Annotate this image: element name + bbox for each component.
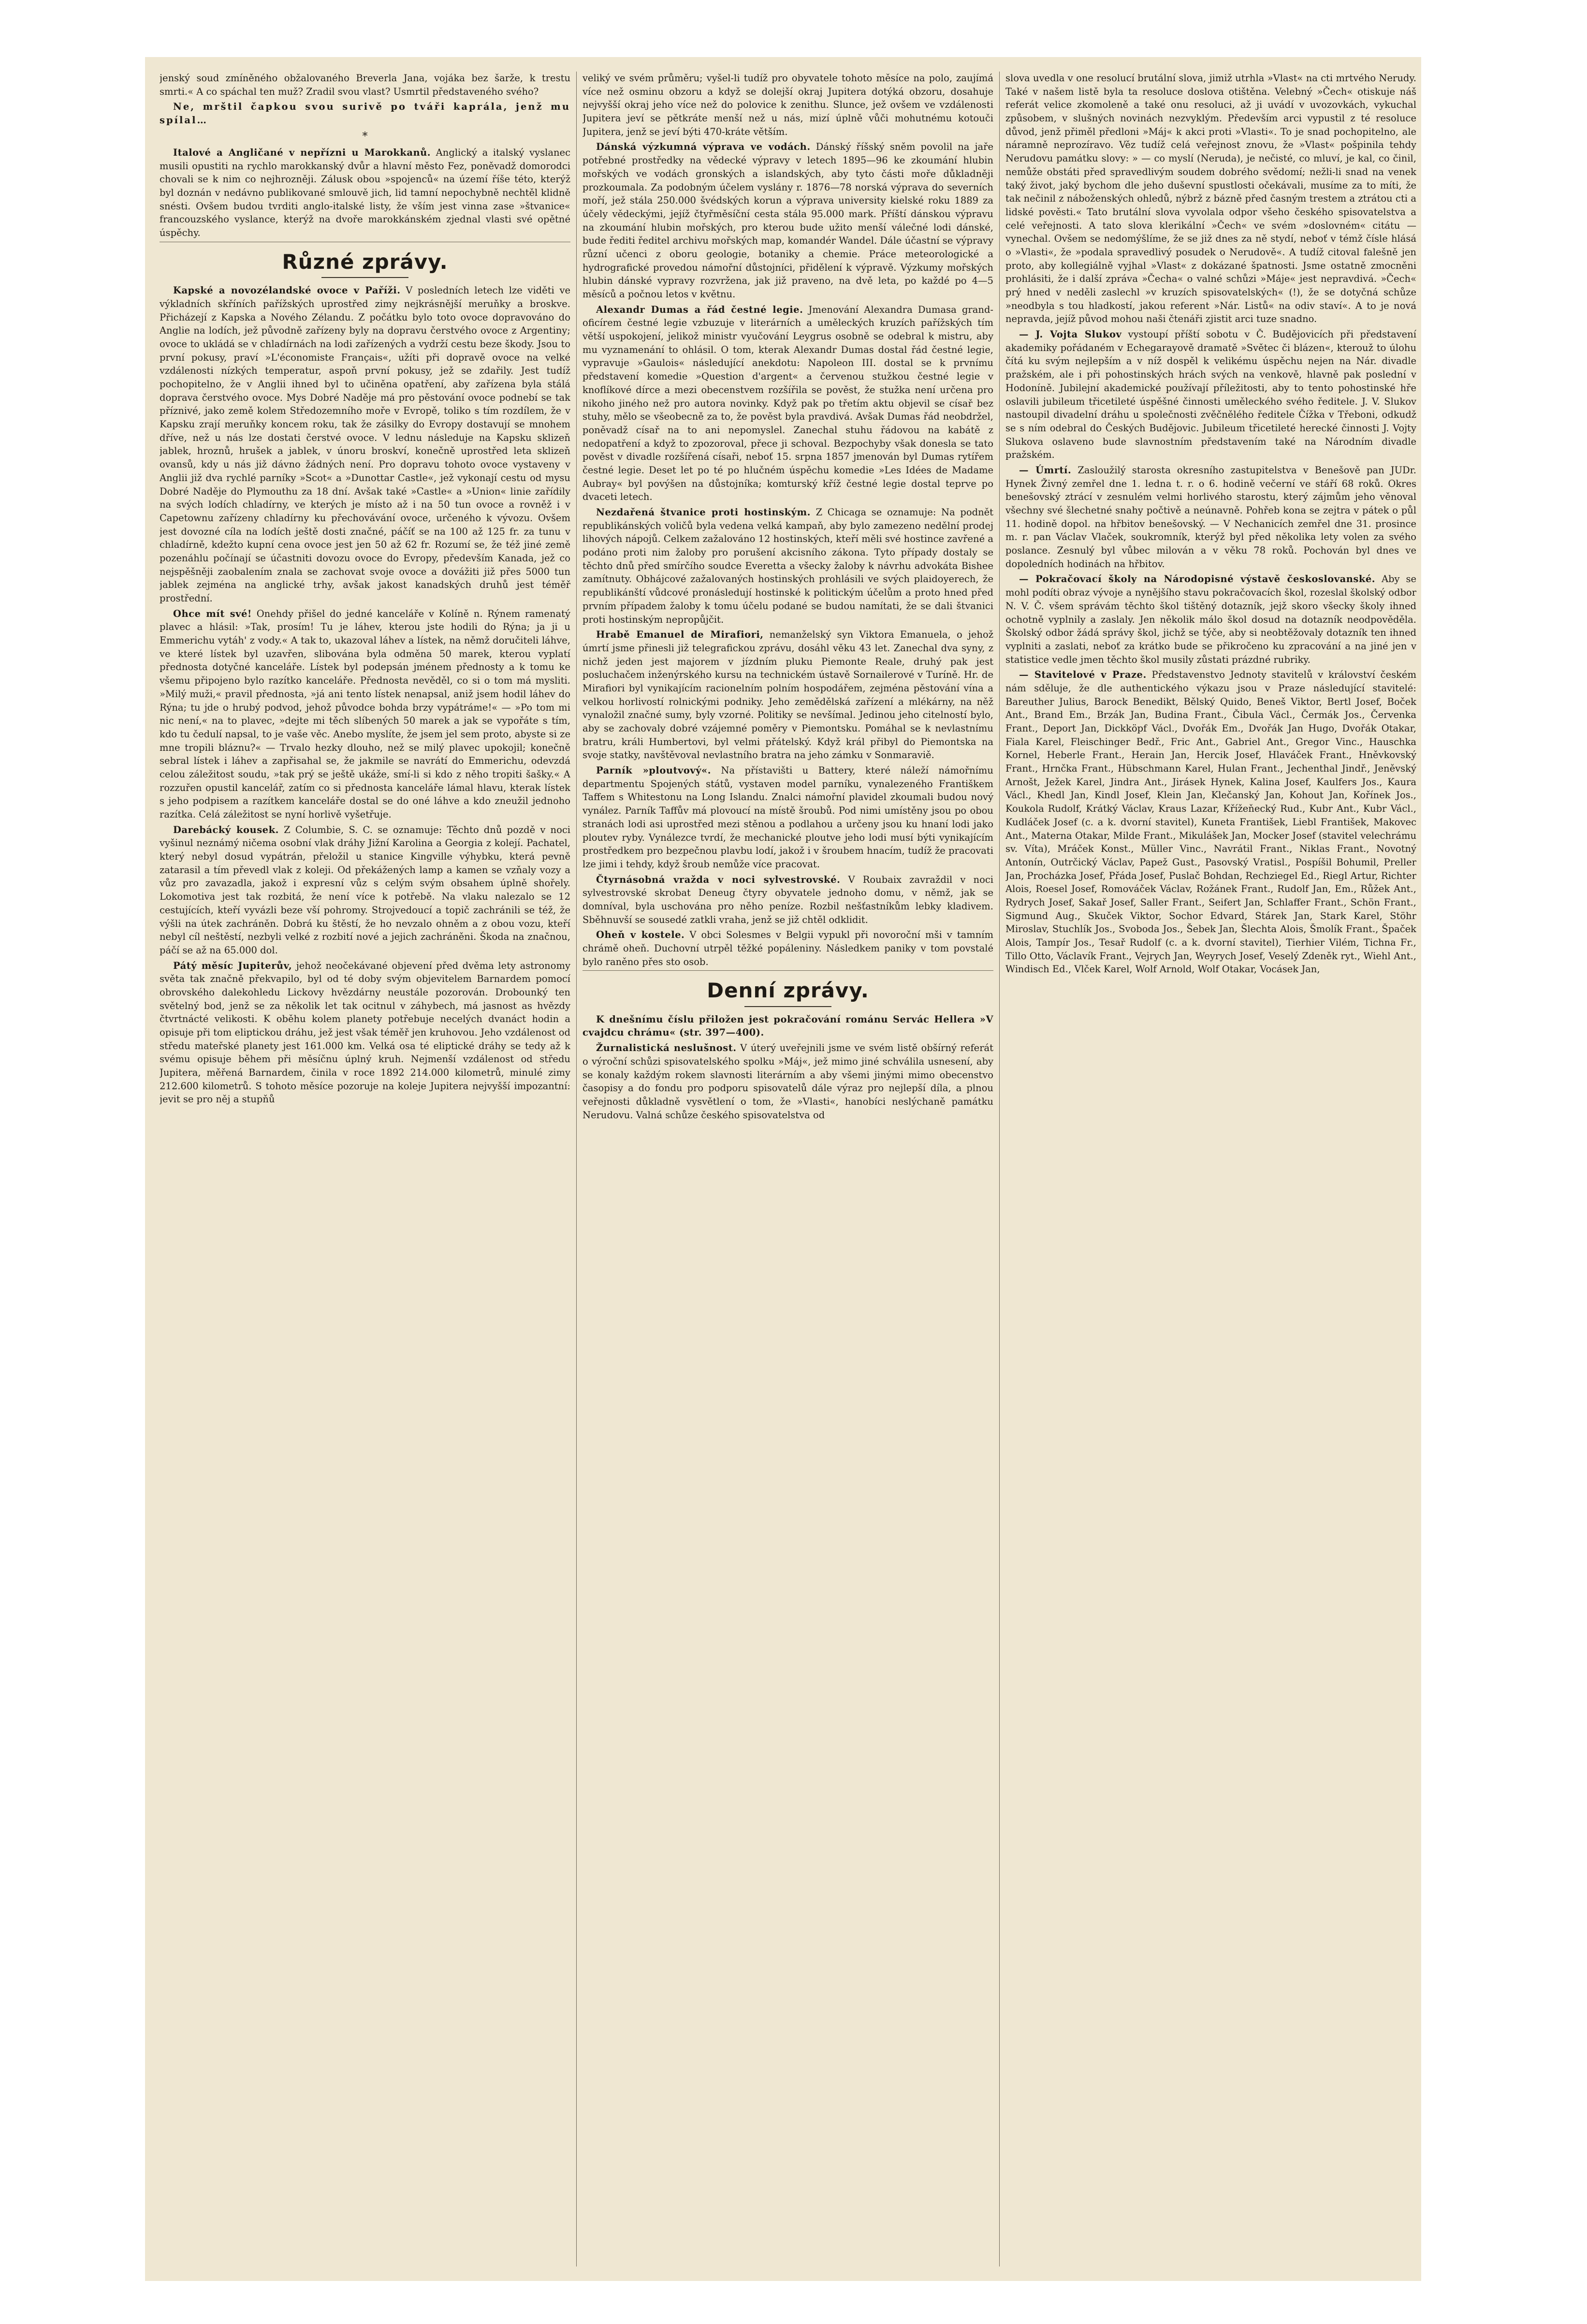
column-middle xyxy=(582,72,993,2266)
article-train xyxy=(160,823,570,957)
article-fruit xyxy=(160,284,570,605)
article-heading: — Stavitelové v Praze. xyxy=(1019,669,1147,681)
section-header xyxy=(582,970,993,1007)
article-bottle xyxy=(160,607,570,821)
article-heading: Hrabě Emanuel de Mirafiori, xyxy=(596,629,764,641)
article-heading: Žurnalistická neslušnost. xyxy=(596,1042,737,1054)
article-text: V úterý uveřejnili jsme ve svém listě obšírný referát o výroční schůzi spisovatelského spolku »Máj«, jež mimo jiné schválila usnesení, aby se konaly každým rokem slavnosti literárním a aby všemi jinými mimo obecenstvo časopisy a do fondu pro podporu spisovatelů dále výraz pro nejlepší díla, a plnou veřejnosti důkladně vysvětlení o tom, že »Vlasti«, hanobíci neslýchaně památku Nerudovu. Valná schůze českého spisovatelstva od xyxy=(582,1042,993,1121)
article-heading: Dánská výzkumná výprava ve vodách. xyxy=(596,141,811,153)
column-divider xyxy=(576,72,577,2266)
article-text: Jmenování Alexandra Dumasa grand-oficírem čestné legie vzbuzuje v literárních a uměleckých kruzích pařížských tím větší uspokojení, jelikož ministr vyučování Leygrus osobně se odebral k mistru, aby mu vyznamenání to ohlásil. O tom, kterak Alexandr Dumas dostal řád čestné legie, vypravuje »Gaulois« následující anekdotu: Napoleon III. dostal se k prvnímu představení komedie »Question d'argent« a červenou stužkou čestné legie v knoflíkové dírce a mezi obecenstvem rozšířila se pověst, že stužka není určena pro nikoho jiného než pro autora novinky. Když pak po třetím aktu objevil se císař bez stuhy, mělo se všeobecně za to, že pověst byla pravdivá. Avšak Dumas řád neobdržel, poněvadž císař na to ani nepomyslel. Zanechal stuhu řádovou na kabátě z nedopatření a když to zpozoroval, přece ji schoval. Bezpochyby však donesla se tato pověst v divadle rozšířená císaři, neboť 15. srpna 1857 jmenován byl Dumas rytířem čestné legie. Deset let po té po hlučném úspěchu komedie »Les Idées de Madame Aubray« byl povýšen na důstojníka; komturský kříž čestné legie dostal teprve po dvaceti letech. xyxy=(582,304,993,503)
article-journalism xyxy=(582,1041,993,1122)
article-text: V obci Solesmes v Belgii vypukl při novoroční mši v tamním chrámě oheň. Duchovní utrpěl těžké popáleniny. Následkem paniky v tom povstalé bylo raněno přes sto osob. xyxy=(582,929,993,967)
article-heading: Alexandr Dumas a řád čestné legie. xyxy=(596,304,803,315)
section-underline xyxy=(321,277,408,278)
article-heading: Parník »ploutvový«. xyxy=(596,765,712,776)
article-schools xyxy=(1005,572,1416,666)
article-heading: Nezdařená štvanice proti hostinským. xyxy=(596,507,811,518)
section-underline xyxy=(744,1006,831,1007)
article-text: V Roubaix zavraždil v noci sylvestrovské skrobat Deneug čtyry obyvatele jednoho domu, v němž, jak se domníval, byla uschována pro něho peníze. Rozbil nešťastníkům lebky kladivem. Sběhnuvší se sousedé zatkli vraha, jenž se již chtěl odklidit. xyxy=(582,874,993,925)
article-heading: Pátý měsíc Jupiterův, xyxy=(173,960,292,971)
article-paragraph: jenský soud zmíněného obžalovaného Breverla Jana, vojáka bez šarže, k trestu smrti.« A co spáchal ten muž? Zradil svou vlast? Usmrtil představeného svého? xyxy=(160,73,570,97)
article-danish-expedition xyxy=(582,140,993,301)
article-text: Dánský říšský sněm povolil na jaře potřebné prostředky na vědecké výpravy v letech 1895—96 ke zkoumání hlubin mořských ve vodách gronských a islandských, aby tyto části moře důkladněji prozkoumala. Za podobným účelem vyslány r. 1876—78 norská výprava do severních moří, jež stála 250.000 švédských korun a výprava university kielské roku 1889 za účely vědeckými, jejíž čtyřměsíční cesta stála 95.000 mark. Příští dánskou výpravu na zkoumání hlubin mořských, pro kterou bude užito menší válečné lodi dánské, bude řediti ředitel archivu mořských map, komandér Wandel. Dále účastní se výpravy různí učenci z oboru geologie, botaniky a chemie. Práce meteorologické a hydrografické provedou námořní důstojníci, přidělení k výpravě. Výzkumy mořských hlubin dánské vypravy rozvržena, jak již praveno, na dvě leta, po každé po 4—5 měsíců a počnou letos v květnu. xyxy=(582,141,993,300)
article-paragraph-spaced: Ne, mrštil čapkou svou surivě po tváři kaprála, jenž mu spílal… xyxy=(160,101,570,126)
article-text: jehož neočekávané objevení před dvěma lety astronomy světa tak značně překvapilo, byl od té doby svým objevitelem Barnardem pomocí obrovského dalekohledu Lickovy hvězdárny neustále pozorován. Drobounký ten světelný bod, jenž se za několik let tak ocitnul v záhybech, má jasnost as hvězdy čtvrtnácté velikosti. K oběhu kolem planety potřebuje necelých dvanáct hodin a opisuje při tom eliptickou dráhu, jež jest však téměř jen kruhovou. Jeho vzdálenost od středu mateřské planety jest 161.000 km. Velká osa té eliptické dráhy se tedy až k svému opisuje během při měsíčnu úplný kruh. Nejmenší vzdálenost od středu Jupitera, měřená Barnardem, činila v roce 1892 214.000 kilometrů, minulé zimy 212.600 kilometrů. S tohoto měsíce pozoruje na koleje Jupitera nejvyšší impozantní: jevit se pro něj a stupňů xyxy=(160,960,570,1105)
article-obituary xyxy=(1005,464,1416,571)
column-divider xyxy=(999,72,1000,2266)
article-heading: Čtyrnásobná vražda v noci sylvestrovské. xyxy=(596,874,841,885)
article-heading: — Úmrtí. xyxy=(1019,464,1072,476)
article-heading: Ohce mít své! xyxy=(173,608,252,619)
article-builders xyxy=(1005,668,1416,976)
article-italy-morocco xyxy=(160,146,570,240)
article-text: nemanželský syn Viktora Emanuela, o jehož úmrtí jsme přinesli již telegrafickou zprávu, dosáhl věku 43 let. Zanechal dva syny, z nichž jeden jest majorem v jízdním pluku Piemonte Reale, druhý pak jest posluchačem inženýrského kursu na technickém ústavě Sornailerové v Turíně. Hr. de Mirafiori byl vynikajícím racionelním polním hospodářem, zejména pěstování vína a velkou horlivostí rolnickými podniky. Jeho zemědělská zařízení a mlékárny, na něž vynaložil značné sumy, byly vzorné. Politiky se nevšímal. Jedinou jeho citelností bylo, aby se zachovaly dobré vzájemné poměry v Piemontsku. Pomáhal se k nevlastnímu bratru, králi Humbertovi, byl velmi přátelský. Když král přibyl do Piemontska na svoje statky, navštěvoval nevlastního bratra na jeho zámku v Sonmaraviě. xyxy=(582,629,993,761)
article-text: Na přístavišti u Battery, které náleží námořnímu departmentu Spojených států, vystaven model parníku, vynalezeného Františkem Taffem s Whitestonu na Long Islandu. Znalci námořní plavidel zkoumali budou nový vynález. Parník Taffův má plovoucí na místě šroubů. Pod nimi umístěny jsou po obou stranách lodi asi uprostřed mezi stěnou a podlahou a určeny jsou ku hnaní lodi jako ploutev ryby. Vynálezce tvrdí, že mechanické ploutve jeho lodi musí býti vynikajícím prostředkem pro bezpečnou plavbu lodí, jakož i v šroubem hnacím, tudíž že pracovati lze jimi i tehdy, když šroub nemůže více pracovat. xyxy=(582,765,993,870)
section-title: Různé zprávy. xyxy=(282,249,448,274)
article-text: Aby se mohl podíti obraz vývoje a nynějšího stavu pokračovacích škol, rozeslal školský odbor N. V. Č. všem správám těchto škol tištěný dotazník, jejž skoro všecky školy ihned ochotně vyplnily a zaslaly. Jen několik málo škol dosud na dotazník neodpověděla. Školský odbor žádá správy škol, jichž se týče, aby si neobtěžovaly dotazník ten ihned vyplniti a zaslati, neboť za krátko bude se přikročeno ku zpracování a na jiné jen v statistice vedle jmen těchto škol musily zůstati prázdné rubriky. xyxy=(1005,573,1416,665)
article-paragraph: slova uvedla v one resolucí brutální slova, jimiž utrhla »Vlast« na cti mrtvého Nerudy. Také v našem listě byla ta resoluce doslova otištěna. Velebný »Čech« otiskuje náš referát velice zkomoleně a také onu resoluci, až ji uvádí v uvozovkách, vykuchal způsobem, v slušných novinách nezvyklým. Především arci vypustil z té resoluce důvod, jenž přiměl předloni »Máj« k akci proti »Vlasti«. To je snad pochopitelno, ale náramně neprozíravo. Věz tudíž celá veřejnost znovu, že »Vlast« pošpinila tehdy Nerudovu památku slovy: » — co myslí (Neruda), je nečisté, co mluví, je kal, co činil, nemůže obstáti před spravedlivým soudem dobrého svědomí; nežli-li snad na venek taký život, jaký bychom dle jeho duševní spustlosti očekávali, musíme za to míti, že tak nečinil z náboženských ohledů, nýbrž z bázně před časným trestem a ztrátou cti a lidské pověsti.« Tato brutální slova vyvolala odpor všeho českého spisovatelstva a celé veřejnosti. A tato slova klerikální »Čech« ve svém »doslovném« citátu — vynechal. Ovšem se nedomýšlíme, že se již dnes za ně stydí, neboť v témž čísle hlásá o »Vlasti«, že »podala spravedlivý posudek o Nerudově«. A tudíž citoval falešně jen proto, aby kollegiálně vyjhal »Vlast« z dokázané špatnosti. Jsme ostatně zmocněni prohlásiti, že i další zpráva »Čecha« o valné schůzi »Máje« jest nepravdivá. »Čech« prý hned v neděli zaslechl »v kruzích spisovatelských« (!), že se dotyčná schůze »neodbyla s tou hladkostí, jakou referent »Nár. Listů« na odiv staví«. A to je nová nepravda, jejíž původ mohou naši čtenáři zjistit arci tuze snadno. xyxy=(1005,73,1416,325)
article-mirafiori xyxy=(582,628,993,762)
article-text: V posledních letech lze viděti ve výkladních skříních pařížských uprostřed zimy nejkrásnější meruňky a broskve. Přicházejí z Kapska a Nového Zélandu. Z počátku bylo toto ovoce dopravováno do Anglie na lodích, jež původně zařízeny byly na dopravu čerstvého ovoce z Argentiny; ovoce to ukládá se v chladírnách na lodi zařízených a vydrží cestu beze škody. Jsou to první pokusy, praví »L'économiste Français«, užíti při dopravě ovoce na velké vzdálenosti nízkých temperatur, aspoň první pokusy, jež se zdařily. Jest tudíž pochopitelno, že v Anglii ihned byl to učiněna opatření, aby zařízena byla stálá doprava čerstvého ovoce. Mys Dobré Naděje má pro pěstování ovoce podnebí se tak příznivé, jako země kolem Středozemního moře v Evropě, toliko s tím rozdílem, že v Kapsku zrají meruňky koncem roku, tak že zásilky do Evropy dostavují se mnohem dříve, než u nás lze dostati čerstvé ovoce. V lednu následuje na Kapsku sklizeň jablek, hroznů, hrušek a jablek, v únoru broskví, konečně uprostřed leta sklizeň ovansů, kdy u nás již dávno žádných není. Pro dopravu tohoto ovoce vystaveny v Anglii již dva rychlé parníky »Scot« a »Dunottar Castle«, jež vykonají cestu od mysu Dobré Naděje do Plymouthu za 18 dní. Avšak také »Castle« a »Union« linie zařídily na svých lodích chladírny, ve kterých je místo až i na 50 tun ovoce a rovněž i v Capetownu zařízeny chladírny ku přechovávání ovoce, určeného k vývozu. Ovšem jest dovozné cíla na lodích ještě dosti značné, páčíť se na 100 až 125 fr. za tunu v chladírně, kdežto kupní cena ovoce jest jen 50 až 62 fr. Rozumí se, že též jiné země pozenáhlu počínají se účastniti dovozu ovoce do Evropy, především Kanada, jež co nejspěšněji zaobalením znala se zachovat svoje ovoce a dovážiti již přes 5000 tun jablek zejména na anglické trhy, avšak jakost kanadských druhů jest téměř prostřední. xyxy=(160,285,570,604)
article-heading: Darebácký kousek. xyxy=(173,824,279,835)
newspaper-page xyxy=(145,57,1421,2281)
article-text: Zasloužilý starosta okresního zastupitelstva v Benešově pan JUDr. Hynek Živný zemřel dne 1. ledna t. r. o 6. hodině večerní ve stáří 68 roků. Okres benešovský ztrácí v zesnulém velmi horlivého starostu, který zájmům jeho věnoval všechny své šlechetné snahy počtivě a neúnavně. Pohřeb kona se zejtra v pátek o půl 11. hodině dopol. na hřbitov benešovský. — V Nechanicích zemřel dne 31. prosince m. r. pan Václav Vlaček, soukromník, kterýž byl před několika lety volen za svého poslance. Zesnulý byl vůbec milován a v věku 78 roků. Pochován byl dnes ve dopoledních hodinách na hřbitov. xyxy=(1005,464,1416,570)
article-heading: — J. Vojta Slukov xyxy=(1019,329,1122,340)
column-left xyxy=(160,72,570,2266)
article-chicago xyxy=(582,506,993,626)
article-text: Představenstvo Jednoty stavitelů v království českém nám sděluje, že dle authentického výkazu jsou v Praze následující stavitelé: Bareuther Julius, Barock Benedikt, Bělský Quido, Beneš Viktor, Bertl Josef, Boček Ant., Brand Em., Brzák Jan, Budina Frant., Čibula Václ., Čermák Jos., Červenka Frant., Deport Jan, Dickköpf Václ., Dvořák Em., Dvořák Jan Hugo, Dvořák Otakar, Fiala Karel, Fleischinger Bedř., Fric Ant., Gabriel Ant., Gregor Vinc., Hauschka Kornel, Heberle Frant., Herain Jan, Hercik Josef, Hlaváček Frant., Hněvkovský Frant., Hrnčka Frant., Hübschmann Karel, Hulan Frant., Jechenthal Jindř., Jeněvský Arnošt, Ježek Karel, Jindra Ant., Jirásek Hynek, Kalina Josef, Kaulfers Jos., Kaura Václ., Khedl Jan, Kindl Josef, Klein Jan, Klečanský Jan, Kohout Jan, Kořínek Jos., Koukola Rudolf, Krátký Václav, Kraus Lazar, Křížeňecký Rud., Kubr Ant., Kubr Václ., Kudláček Josef (c. a k. dvorní stavitel), Kuneta František, Liebl František, Makovec Ant., Materna Otakar, Milde Frant., Mikulášek Jan, Mocker Josef (stavitel velechrámu sv. Víta), Mráček Konst., Müller Vinc., Navrátil Frant., Niklas Frant., Novotný Antonín, Outrčický Václav, Papež Gust., Pasovský Vratisl., Pospíšil Bohumil, Preller Jan, Procházka Josef, Přáda Josef, Puslač Bohdan, Rechziegel Ed., Riegl Artur, Richter Alois, Roesel Josef, Romováček Václav, Rožánek Frant., Rudolf Jan, Em., Růžek Ant., Rydrych Josef, Sakař Josef, Saller Frant., Seifert Jan, Schlaffer Frant., Schön Frant., Sigmund Aug., Skuček Viktor, Sochor Edvard, Stárek Jan, Stark Karel, Stöhr Miroslav, Stuchlík Jos., Svoboda Jos., Šebek Jan, Šlechta Alois, Šmolík Frant., Špaček Alois, Tampír Jos., Tesař Rudolf (c. a k. dvorní stavitel), Tierhier Vilém, Tichna Fr., Tillo Otto, Václavík Frant., Vejrych Jan, Weyrych Josef, Veselý Zdeněk ryt., Wiehl Ant., Windisch Ed., Vlček Karel, Wolf Arnold, Wolf Otakar, Vocásek Jan, xyxy=(1005,669,1416,975)
article-text: Anglický a italský vyslanec musili opustiti na rychlo marokkanský dvůr a hlavní město Fez, poněvadž domorodci chovali se k nim co nejhrozněji. Zálusk obou »spojenců« na území říše této, kterýž byl doznán v nedávno publikované smlouvě jich, lid tamní nepochybně nechtěl klidně snésti. Ovšem budou tvrditi anglo-italské listy, že vším jest vinna zase »štvanice« francouzského vyslance, kterýž na dvoře marokkánském zjednal vlasti své opětné úspěchy. xyxy=(160,146,570,239)
article-text: Z Columbie, S. C. se oznamuje: Těchto dnů pozdě v noci vyšinul neznámý ničema osobní vlak dráhy Jižní Karolina a Georgia z kolejí. Pachatel, který nebyl dosud vypátrán, přeložil u stanice Kingville výhybku, která pevně zatarasil a tím převedl vlak z koleji. Od překážených lamp a kamen se vzňaly vozy a vůz pro zavazadla, jakož i expresní vůz s celým svým obsahem úplně shořely. Lokomotiva jest tak rozbitá, že není více k potřebě. Na vlaku nalezalo se 12 cestujících, kteří vyvázli beze vší pohromy. Strojvedoucí a topič zachránili se též, že výšli na útek zachráněn. Dobrá ku štěstí, že ho nevzalo ohněm a z obou vozu, kteří nebyl cíl neštěstí, nezbyli velké z rozbití nové a jejich zachráněni. Škoda na značnou, páčí se až na 65.000 dol. xyxy=(160,824,570,956)
section-header xyxy=(160,242,570,278)
article-text: vystoupí příští sobotu v Č. Budějovicích při představení akademiky pořádaném v Echegarayově dramatě »Světec či blázen«, kterouž to úlohu čítá ku svým nejlepším a v níž dospěl k velikému úspěchu nejen na Nár. divadle pražském, ale i při pohostinských hrách svých na venkově, hlavně pak poslední v Hodoníně. Jubilejní akademické používají příležitosti, aby to tento pohostinské hře oslavili jubileum třicetileté úspěšné činnosti uměleckého svého ředitele. J. V. Slukov nastoupil divadelní dráhu u společnosti zvěčnělého ředitele Čížka v Třeboni, odkudž se s ním odebral do Českých Budějovic. Jubileum třicetileté herecké činnosti J. Vojty Slukova oslaveno bude slavnostním představením také na Národním divadle pražském. xyxy=(1005,329,1416,461)
star-separator: * xyxy=(362,130,368,143)
article-heading: — Pokračovací školy na Národopisné výstavě českoslovanské. xyxy=(1019,573,1376,585)
section-title: Denní zprávy. xyxy=(707,979,869,1003)
article-paragraph: veliký ve svém průměru; vyšel-li tudíž pro obyvatele tohoto měsíce na polo, zaujímá více než osminu obzoru a když se dolejší okraj Jupitera dotýká obzoru, dosahuje nejvyšší okraj jeho více než do polovice k zenithu. Slunce, jež ovšem ve vzdálenosti Jupitera jeví se pětkráte menší než u nás, mizí úplně vůči mohutnému kotouči Jupitera, jenž se jeví býti 470-kráte větším. xyxy=(582,73,993,137)
column-right xyxy=(1005,72,1416,2266)
article-heading: Oheň v kostele. xyxy=(596,929,685,941)
article-slukov xyxy=(1005,328,1416,462)
article-text: Onehdy přišel do jedné kanceláře v Kolíně n. Rýnem ramenatý plavec a hlásil: »Tak, prosím! Tu je láhev, kterou jste hodili do Rýna; ja ji u Emmerichu vytáh' z vody.« A tak to, ukazoval láhev a lístek, na němž doručiteli láhve, ve které lístek byl uzavřen, slibována byla odměna 50 marek, kterou vyplatí přednosta dotyčné kanceláře. Lístek byl podepsán jménem přednosty a k tomu ke všemu připojeno bylo razítko kanceláře. Přednosta nevěděl, co si o tom má mysliti. »Milý muži,« pravil přednosta, »já ani tento lístek nenapsal, aniž jsem hodil láhev do Rýna; tu jde o hrubý podvod, jehož původce bohda brzy vypátráme!« — »Po tom mi nic není,« na to plavec, »dejte mi těch slíbených 50 marek a jak se vypořáte s tím, kdo tu čedulí napsal, to je vaše věc. Anebo myslíte, že jsem jel sem proto, abyste si ze mne tropili bláznu?« — Trvalo hezky dlouho, než se milý plavec upokojil; konečně sebral lístek i láhev a zapřisahal se, že jakmile se navrátí do Emmerichu, odevzdá celou záležitost soudu, »tak prý se ještě ukáže, smí-li si kdo z něho tropiti šašky.« A rozzuřen opustil kancelář, zatím co si přednosta kanceláře lámal hlavu, kterak lístek s jeho podpisem a razítkem kanceláře dostal se do oné láhve a kdo zneužil jednoho razítka. Celá záležitost se nyní horlivě vyšetřuje. xyxy=(160,608,570,820)
supplement-notice: K dnešnímu číslu přiložen jest pokračování románu Servác Hellera »V cvajdcu chrámu« (str. 397—400). xyxy=(582,1013,993,1038)
article-text: Z Chicaga se oznamuje: Na podnět republikánských voličů byla vedena velká kampaň, aby bylo zamezeno nedělní prodej lihových nápojů. Celkem zažalováno 12 hostinských, kteří měli své hostince zavřené a podáno proti nim žaloby pro porušení akcisního zákona. Tyto případy dostaly se těchto dnů před smírčího soudce Everetta a všecky žaloby k návrhu advokáta Bishee zamítnuty. Obhájcové zažalovaných hostinských prohlásili ve svých plaidoyerech, že republikánští vůdcové pronásledují hostinské k politickým účelům a proto hned před prvním případem žaloby k tomu účelu podané se budou namítati, že se dali štvanici proti hostinským nepropůjčit. xyxy=(582,507,993,625)
article-steamer xyxy=(582,764,993,871)
article-fire xyxy=(582,928,993,968)
article-jupiter xyxy=(160,959,570,1107)
article-murder xyxy=(582,873,993,927)
article-heading: Italové a Angličané v nepřízni u Marokkanů. xyxy=(173,146,431,158)
article-heading: Kapské a novozélandské ovoce v Paříži. xyxy=(173,285,401,296)
article-dumas xyxy=(582,303,993,504)
